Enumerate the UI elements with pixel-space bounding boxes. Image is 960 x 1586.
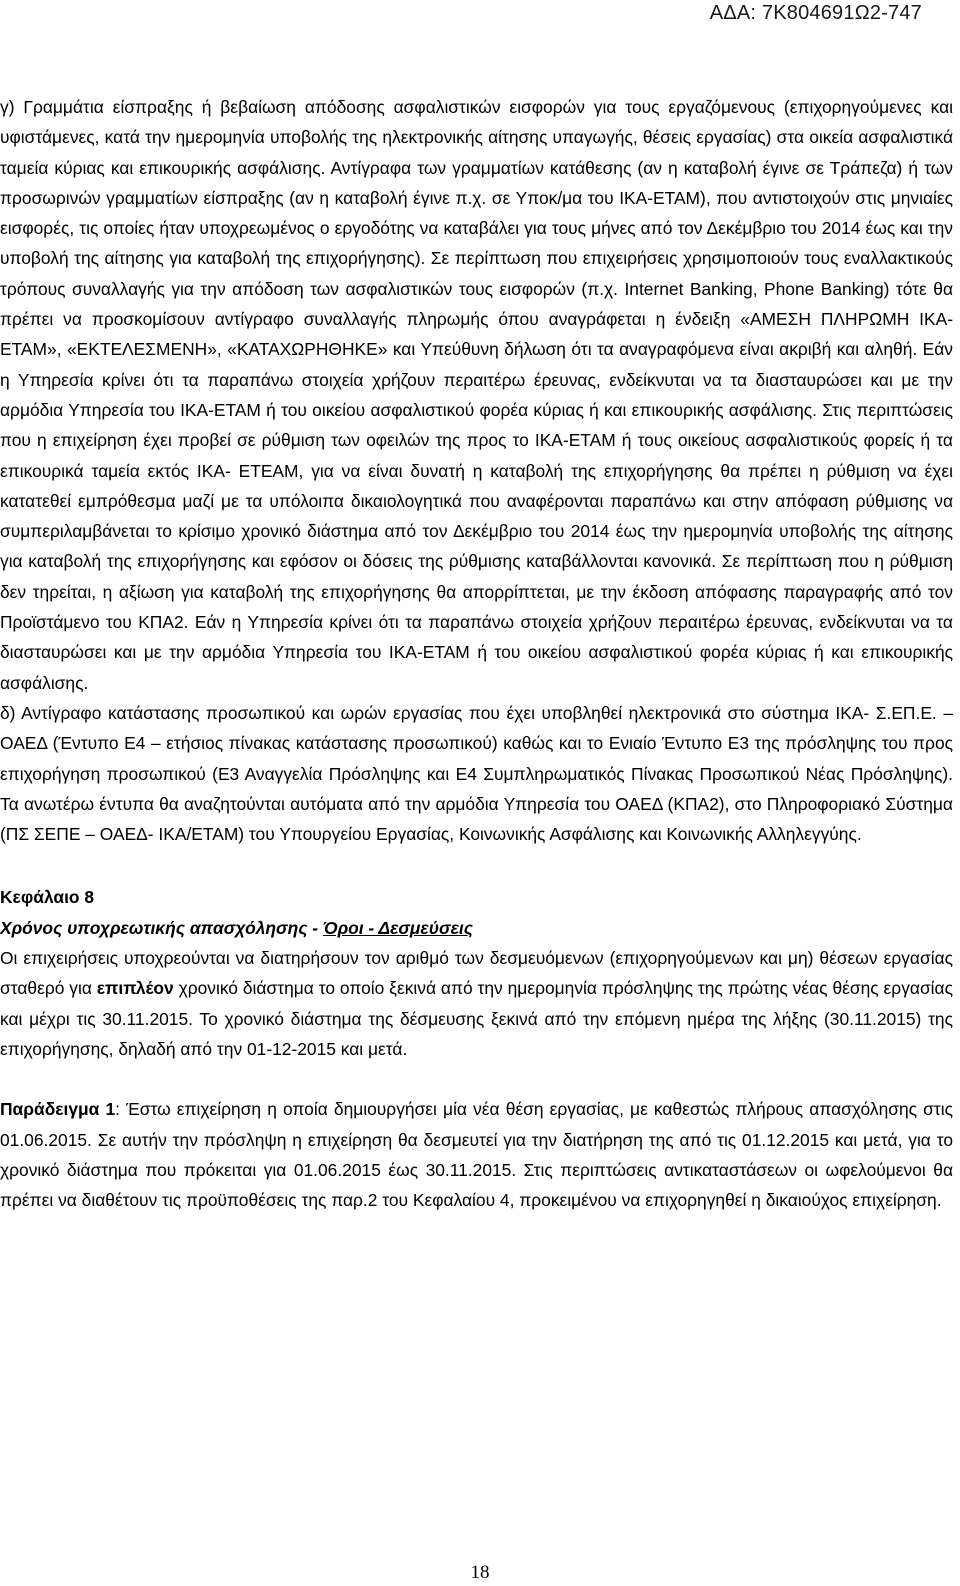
- page-number: 18: [470, 1562, 490, 1583]
- chapter-title-part1: Χρόνος υποχρεωτικής απασχόλησης -: [0, 917, 323, 938]
- chapter-title-part2: Όροι - Δεσμεύσεις: [322, 917, 473, 938]
- chapter-intro-paragraph: [0, 943, 953, 1064]
- ada-code: ΑΔΑ: 7Κ804691Ω2-747: [709, 2, 922, 24]
- example-label: Παράδειγμα 1: [0, 1099, 116, 1120]
- spacer: [0, 1064, 953, 1094]
- example-text: : Έστω επιχείρηση η οποία δημιουργήσει μία νέα θέση εργασίας, με καθεστώς πλήρους απασχόλησης στις 01.06.2015. Σε αυτήν την πρόσληψη η επιχείρηση θα δεσμευτεί για την διατήρηση της από τις 01.12.2015 και μετά, για το χρονικό διάστημα που πρόκειται για 01.06.2015 έως 30.11.2015. Στις περιπτώσεις αντικαταστάσεων οι ωφελούμενοι θα πρέπει να διαθέτουν τις προϋποθέσεις της παρ.2 του Κεφαλαίου 4, προκειμένου να επιχορηγηθεί η δικαιούχος επιχείρηση.: [0, 1099, 953, 1211]
- document-body: [0, 92, 953, 1215]
- chapter-intro-bold: επιπλέον: [96, 978, 174, 999]
- chapter-title: [0, 913, 953, 943]
- chapter-heading: Κεφάλαιο 8: [0, 887, 95, 908]
- paragraph-gamma: γ) Γραμμάτια είσπραξης ή βεβαίωση απόδοσης ασφαλιστικών εισφορών για τους εργαζόμενους (επιχορηγούμενες και υφιστάμενες, κατά την ημερομηνία υποβολής της ηλεκτρονικής αίτησης υπαγωγής, θέσεις εργασίας) στα οικεία ασφαλιστικά ταμεία κύριας και επικουρικής ασφάλισης. Αντίγραφα των γραμματίων κατάθεσης (αν η καταβολή έγινε σε Τράπεζα) ή των προσωρινών γραμματίων είσπραξης (αν η καταβολή έγινε π.χ. σε Υποκ/μα του ΙΚΑ-ΕΤΑΜ), που αντιστοιχούν στις μηνιαίες εισφορές, τις οποίες ήταν υποχρεωμένος ο εργοδότης να καταβάλει για τους μήνες από τον Δεκέμβριο του 2014 έως και την υποβολή της αίτησης για καταβολή της επιχορήγησης). Σε περίπτωση που επιχειρήσεις χρησιμοποιούν τους εναλλακτικούς τρόπους συναλλαγής για την απόδοση των ασφαλιστικών τους εισφορών (π.χ. Internet Banking, Phone Banking) τότε θα πρέπει να προσκομίσουν αντίγραφο συναλλαγής πληρωμής όπου αναγράφεται η ένδειξη «ΑΜΕΣΗ ΠΛΗΡΩΜΗ ΙΚΑ-ΕΤΑΜ», «ΕΚΤΕΛΕΣΜΕΝΗ», «ΚΑΤΑΧΩΡΗΘΗΚΕ» και Υπεύθυνη δήλωση ότι τα αναγραφόμενα είναι ακριβή και αληθή. Εάν η Υπηρεσία κρίνει ότι τα παραπάνω στοιχεία χρήζουν περαιτέρω έρευνας, ενδείκνυται να τα διασταυρώσει και με την αρμόδια Υπηρεσία του ΙΚΑ-ΕΤΑΜ ή του οικείου ασφαλιστικού φορέα κύριας ή και επικουρικής ασφάλισης. Στις περιπτώσεις που η επιχείρηση έχει προβεί σε ρύθμιση των οφειλών της προς το ΙΚΑ-ΕΤΑΜ ή τους οικείους ασφαλιστικούς φορείς ή τα επικουρικά ταμεία εκτός ΙΚΑ- ΕΤΕΑΜ, για να είναι δυνατή η καταβολή της επιχορήγησης θα πρέπει η ρύθμιση να έχει κατατεθεί εμπρόθεσμα μαζί με τα υπόλοιπα δικαιολογητικά που αναφέρονται παραπάνω και στην απόφαση ρύθμισης να συμπεριλαμβάνεται το κρίσιμο χρονικό διάστημα από τον Δεκέμβριο του 2014 έως την ημερομηνία υποβολής της αίτησης για καταβολή της επιχορήγησης και εφόσον οι δόσεις της ρύθμισης καταβάλλονται κανονικά. Σε περίπτωση που η ρύθμιση δεν τηρείται, η αξίωση για καταβολή της επιχορήγησης θα απορρίπτεται, με την έκδοση απόφασης παραγραφής από τον Προϊστάμενο του ΚΠΑ2. Εάν η Υπηρεσία κρίνει ότι τα παραπάνω στοιχεία χρήζουν περαιτέρω έρευνας, ενδείκνυται να τα διασταυρώσει και με την αρμόδια Υπηρεσία του ΙΚΑ-ΕΤΑΜ ή του οικείου ασφαλιστικού φορέα κύριας ή και επικουρικής ασφάλισης.: [0, 97, 953, 693]
- paragraph-delta: δ) Αντίγραφο κατάστασης προσωπικού και ωρών εργασίας που έχει υποβληθεί ηλεκτρονικά στο σύστημα ΙΚΑ- Σ.ΕΠ.Ε. –ΟΑΕΔ (Έντυπο Ε4 – ετήσιος πίνακας κατάστασης προσωπικού) καθώς και το Ενιαίο Έντυπο Ε3 της πρόσληψης του προς επιχορήγηση προσωπικού (Ε3 Αναγγελία Πρόσληψης και Ε4 Συμπληρωματικός Πίνακας Προσωπικού Νέας Πρόσληψης). Τα ανωτέρω έντυπα θα αναζητούνται αυτόματα από την αρμόδια Υπηρεσία του ΟΑΕΔ (ΚΠΑ2), στο Πληροφοριακό Σύστημα (ΠΣ ΣΕΠΕ – ΟΑΕΔ- ΙΚΑ/ΕΤΑΜ) του Υπουργείου Εργασίας, Κοινωνικής Ασφάλισης και Κοινωνικής Αλληλεγγύης.: [0, 702, 953, 845]
- chapter-intro-after: χρονικό διάστημα το οποίο ξεκινά από την ημερομηνία πρόσληψης της πρώτης νέας θέσης εργασίας και μέχρι τις 30.11.2015. Το χρονικό διάστημα της δέσμευσης ξεκινά από την επόμενη ημέρα της λήξης (30.11.2015) της επιχορήγησης, δηλαδή από την 01-12-2015 και μετά.: [0, 978, 953, 1059]
- spacer: [0, 849, 953, 882]
- chapter-intro-before: Οι επιχειρήσεις υποχρεούνται να διατηρήσουν τον αριθμό των δεσμευόμενων (επιχορηγούμενων και μη) θέσεων εργασίας σταθερό για: [0, 948, 953, 999]
- example-paragraph: [0, 1094, 953, 1215]
